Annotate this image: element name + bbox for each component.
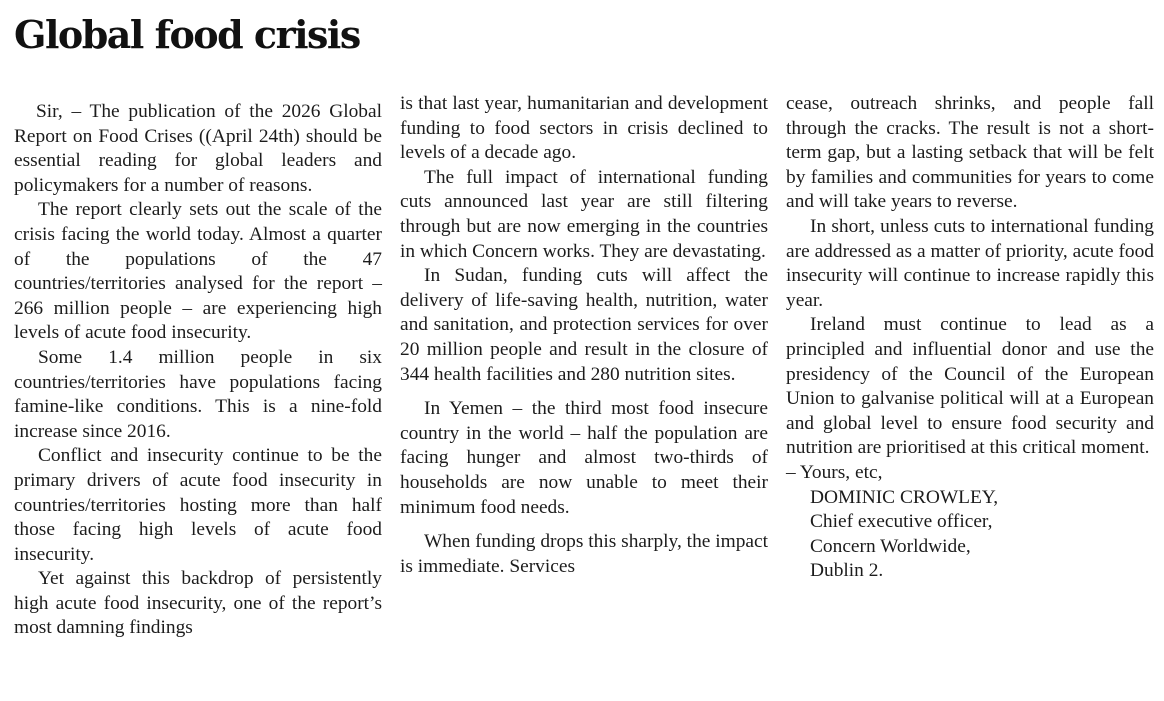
paragraph-funding-cuts: The full impact of international funding cuts announced last year are still filtering through but are now emerging in the countries in which Concern works. They are devastating.	[400, 166, 768, 262]
paragraph-report-scale: The report clearly sets out the scale of the crisis facing the world today. Almost a quarter of the populations of the 47 countries/territories analysed for the report – 266 million people – are experiencing high levels of acute food insecurity.	[14, 199, 382, 344]
column-3	[786, 92, 1154, 584]
paragraph-famine-conditions: Some 1.4 million people in six countries/territories have populations facing famine-like conditions. This is a nine-fold increase since 2016.	[14, 346, 382, 442]
signoff-title: Chief executive officer,	[810, 511, 993, 533]
column-2	[400, 92, 768, 579]
paragraph-opening: Sir, – The publication of the 2026 Global Report on Food Crises ((April 24th) should be essential reading for global leaders and policymakers for a number of reasons.	[14, 101, 382, 196]
signoff-name: DOMINIC CROWLEY,	[810, 486, 999, 508]
signoff-closing: – Yours, etc,	[786, 461, 883, 483]
paragraph-ireland: Ireland must continue to lead as a principled and influential donor and use the presidency of the Council of the European Union to galvanise political will at a European and global level to ensure food security and nutrition are prioritised at this critical moment.	[786, 314, 1154, 459]
headline: Global food crisis	[14, 12, 360, 57]
paragraph-conflict-drivers: Conflict and insecurity continue to be the primary drivers of acute food insecurity in countries/territories hosting more than half those facing high levels of acute food insecurity.	[14, 445, 382, 565]
signoff-location: Dublin 2.	[810, 560, 884, 582]
paragraph-backdrop: Yet against this backdrop of persistently high acute food insecurity, one of the report’s most damning findings	[14, 568, 382, 639]
paragraph-backdrop-continued: is that last year, humanitarian and development funding to food sectors in crisis declined to levels of a decade ago.	[400, 93, 768, 164]
paragraph-yemen: In Yemen – the third most food insecure country in the world – half the population are facing hunger and almost two-thirds of households are now unable to meet their minimum food needs.	[400, 398, 768, 518]
paragraph-services-continued: cease, outreach shrinks, and people fall through the cracks. The result is not a short-term gap, but a lasting setback that will be felt by families and communities for years to come and will take years to reverse.	[786, 93, 1154, 213]
paragraph-funding-drops: When funding drops this sharply, the impact is immediate. Services	[400, 531, 768, 577]
paragraph-in-short: In short, unless cuts to international funding are addressed as a matter of priority, acute food insecurity will continue to increase rapidly this year.	[786, 215, 1154, 311]
column-1	[14, 100, 382, 641]
signoff-organisation: Concern Worldwide,	[810, 535, 971, 557]
signoff	[786, 461, 1154, 584]
paragraph-sudan: In Sudan, funding cuts will affect the delivery of life-saving health, nutrition, water and sanitation, and protection services for over 20 million people and result in the closure of 344 health facilities and 280 nutrition sites.	[400, 265, 768, 385]
